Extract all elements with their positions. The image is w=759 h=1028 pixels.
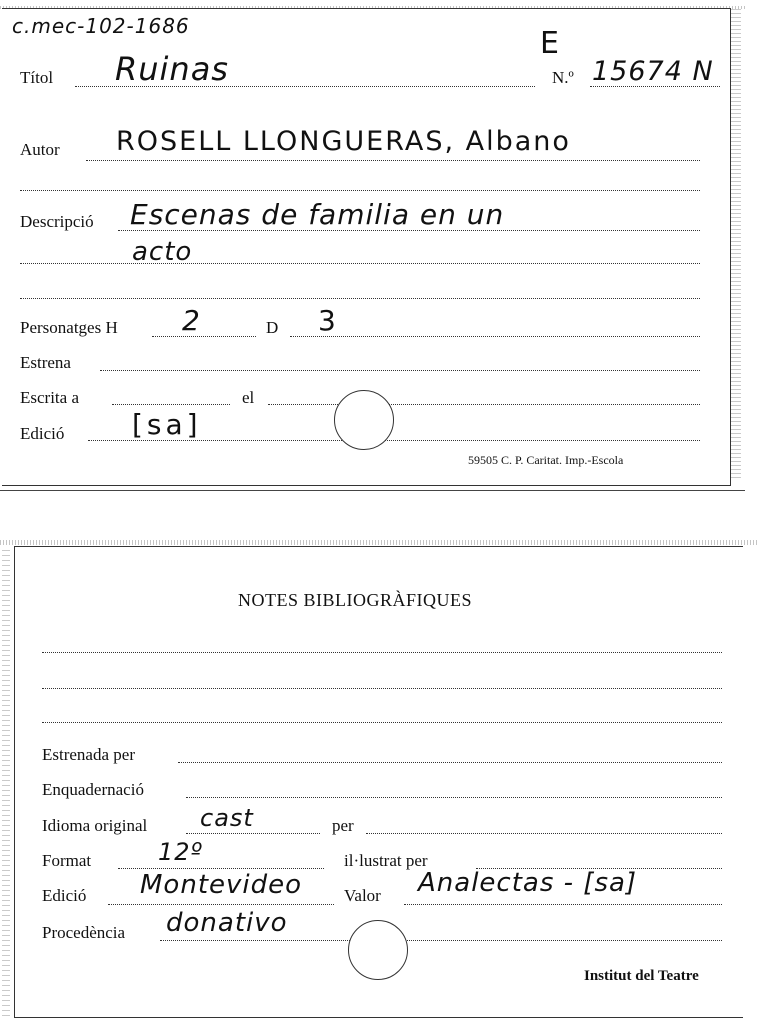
written-on-line — [268, 404, 700, 405]
notes-line-2 — [42, 688, 722, 689]
author-value: ROSELL LLONGUERAS, Albano — [116, 126, 571, 157]
premiered-by-label: Estrenada per — [42, 745, 135, 764]
premiere-label: Estrena — [20, 353, 71, 372]
binding-line — [186, 797, 722, 798]
description-value-line-1: Escenas de familia en un — [130, 198, 505, 231]
scan-edge-right — [731, 8, 741, 478]
bottom-edition-line — [108, 904, 334, 905]
scan-edge-bottom-card-left — [2, 546, 10, 1016]
characters-h-line — [152, 336, 256, 337]
institution-stamp: Institut del Teatre — [584, 968, 699, 984]
author-line — [86, 160, 700, 161]
characters-d-line — [290, 336, 700, 337]
characters-d-label: D — [266, 318, 279, 337]
format-line — [118, 868, 324, 869]
number-value: 15674 N — [592, 56, 714, 87]
illustrated-label: il·lustrat per — [344, 851, 428, 870]
value-label: Valor — [344, 886, 381, 905]
value-line — [404, 904, 722, 905]
scan-edge-bottom-card-top — [0, 540, 759, 545]
written-at-line — [112, 404, 230, 405]
origin-value: donativo — [166, 908, 288, 938]
description-line-3 — [20, 298, 700, 299]
corner-catalog-code: c.mec-102-1686 — [12, 14, 190, 38]
binding-label: Enquadernació — [42, 780, 144, 799]
written-at-label: Escrita a — [20, 388, 79, 407]
punch-hole-circle — [334, 390, 394, 450]
notes-line-1 — [42, 652, 722, 653]
origin-label: Procedència — [42, 923, 126, 942]
characters-d-value: 3 — [318, 304, 337, 337]
description-line-2 — [20, 263, 700, 264]
bottom-edition-value: Montevideo — [140, 870, 303, 900]
characters-label: Personatges H — [20, 318, 118, 337]
format-label: Format — [42, 851, 92, 870]
original-language-label: Idioma original — [42, 816, 148, 835]
bottom-edition-label: Edició — [42, 886, 87, 905]
card-separator-line — [0, 490, 745, 491]
edition-label: Edició — [20, 424, 65, 443]
title-value: Ruinas — [115, 50, 229, 88]
value-value: Analectas - [sa] — [418, 868, 638, 898]
title-label: Títol — [20, 68, 54, 87]
punch-hole-circle-bottom — [348, 920, 408, 980]
original-language-line — [186, 833, 320, 834]
author-label: Autor — [20, 140, 60, 159]
edition-value: [sa] — [132, 408, 202, 441]
premiered-by-line — [178, 762, 722, 763]
mark-letter: E — [540, 26, 560, 61]
notes-line-3 — [42, 722, 722, 723]
format-value: 12º — [158, 838, 203, 866]
author-line-2 — [20, 190, 700, 191]
printer-imprint: 59505 C. P. Caritat. Imp.-Escola — [468, 453, 624, 467]
description-value-line-2: acto — [132, 237, 193, 267]
notes-heading: NOTES BIBLIOGRÀFIQUES — [238, 590, 473, 610]
description-label: Descripció — [20, 212, 94, 231]
number-label: N.º — [552, 68, 574, 87]
premiere-line — [100, 370, 700, 371]
origin-line — [160, 940, 722, 941]
language-per-line — [366, 833, 722, 834]
original-language-value: cast — [200, 804, 254, 832]
language-per-label: per — [332, 816, 354, 835]
characters-h-value: 2 — [182, 304, 201, 337]
written-on-label: el — [242, 388, 255, 407]
